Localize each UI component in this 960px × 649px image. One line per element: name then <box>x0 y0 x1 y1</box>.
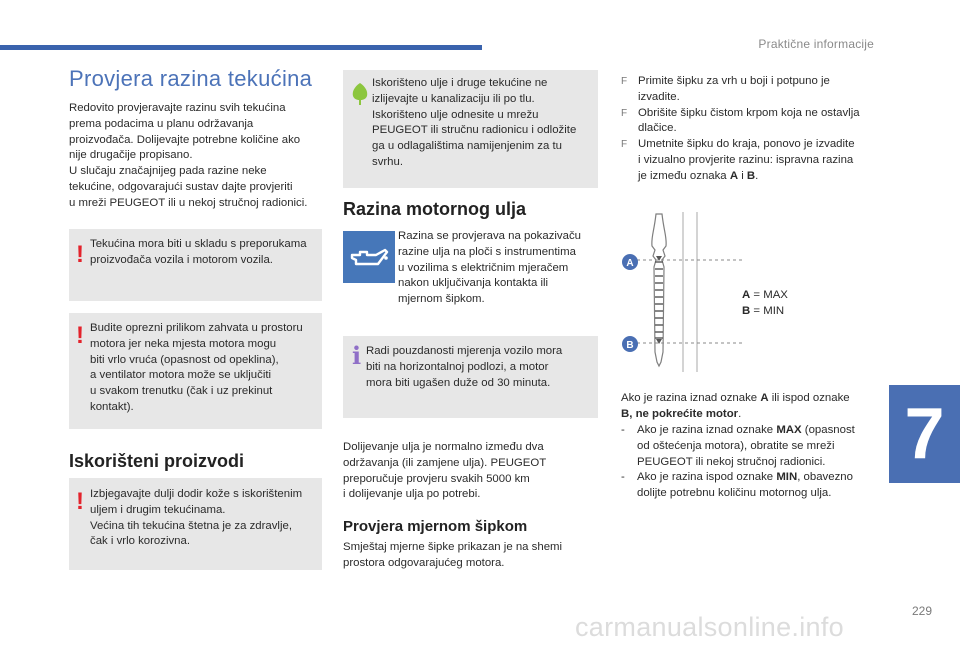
chapter-tab <box>889 385 960 483</box>
page-number: 229 <box>911 604 932 618</box>
info-box <box>343 336 598 418</box>
warning-icon: ! <box>76 488 84 515</box>
min-label: MIN <box>776 471 798 484</box>
step-text: Primite šipku za vrh u boji i potpuno je izvadite. <box>638 75 830 103</box>
step-text: Umetnite šipku do kraja, ponovo je izvadite i vizualno provjerite razinu: ispravna razina je između oznaka <box>638 138 855 182</box>
legend-value-min: = MIN <box>750 305 785 317</box>
dash-mark: - <box>621 471 625 484</box>
action-text-part: , obavezno dolijte potrebnu količinu motornog ulja. <box>637 471 853 500</box>
warning-icon: ! <box>76 322 84 349</box>
note-text: ili ispod oznake <box>768 392 850 404</box>
step-text: . <box>755 169 759 182</box>
marker-b-ref: B <box>746 169 756 182</box>
legend-max <box>742 287 788 303</box>
dipstick-title: Provjera mjernom šipkom <box>343 518 528 535</box>
oil-level-text: Razina se provjerava na pokazivaču razine ulja na ploči s instrumentima u vozilima s električnim mjeračem nakon uključivanja kontakta ili mjernom šipkom. <box>398 230 581 306</box>
info-icon: i <box>352 341 362 370</box>
action-text <box>637 424 855 468</box>
info-text: Radi pouzdanosti mjerenja vozilo mora biti na horizontalnoj podlozi, a motor mora biti ugašen duže od 30 minuta. <box>366 345 563 389</box>
warning-box-used <box>69 478 322 570</box>
warning-icon: ! <box>76 241 84 268</box>
watermark: carmanualsonline.info <box>575 612 844 642</box>
header-bar <box>0 45 482 50</box>
legend-min <box>742 303 788 319</box>
used-products-title: Iskorišteni proizvodi <box>69 451 245 471</box>
max-label: MAX <box>776 424 802 436</box>
list-item <box>621 106 889 138</box>
leaf-icon <box>352 83 368 105</box>
oil-can-icon <box>343 231 395 283</box>
action-text <box>637 471 853 499</box>
eco-box <box>343 70 598 188</box>
warning-text-fluids: Tekućina mora biti u skladu s preporukama proizvođača vozila i motorom vozila. <box>90 238 307 266</box>
bullet-icon: F <box>621 139 628 151</box>
bullet-icon: F <box>621 76 628 87</box>
action-text-part: (opasnost od oštećenja motora), obratite se mreži PEUGEOT ili nekoj stručnoj radionici. <box>637 424 855 468</box>
marker-a-ref: A <box>729 169 739 182</box>
dipstick-text: Smještaj mjerne šipke prikazan je na shemi prostora odgovarajućeg motora. <box>343 541 563 569</box>
warning-box-fluids <box>69 229 322 301</box>
list-item <box>621 470 883 502</box>
action-text-part: Ako je razina iznad oznake <box>637 424 777 436</box>
step-text: Obrišite šipku čistom krpom koja ne ostavlja dlačice. <box>638 106 860 135</box>
level-warning-text <box>621 391 883 423</box>
dipstick-diagram <box>615 212 745 372</box>
legend-key-b: B <box>742 305 751 317</box>
warning-text-used: Izbjegavajte dulji dodir kože s iskorištenim uljem i drugim tekućinama. Većina tih tekućina štetna je za zdravlje, čak i vrlo korozivna. <box>90 488 303 548</box>
chapter-number: 7 <box>904 394 945 474</box>
eco-text: Iskorišteno ulje i druge tekućine ne izlijevajte u kanalizaciju ili po tlu. Iskorišteno ulje odnesite u mrežu PEUGEOT ili stručnu radionicu i odložite ga u odlagalištima namijenjenim za tu svrhu. <box>372 77 577 168</box>
warning-text-engine: Budite oprezni prilikom zahvata u prostoru motora jer neka mjesta motora mogu biti vrlo vruća (opasnost od opeklina), a ventilator motora može se uključiti u svakom trenutku (čak i uz prekinut kontakt). <box>90 322 303 413</box>
note-marker-b: B <box>621 407 630 420</box>
action-text-part: Ako je razina ispod oznake <box>637 471 777 484</box>
marker-b-label: B <box>626 340 634 351</box>
legend-value-max: = MAX <box>750 289 788 301</box>
list-item <box>621 423 883 470</box>
page-title: Provjera razina tekućina <box>69 66 313 91</box>
intro-text: Redovito provjeravajte razinu svih tekućina prema podacima u planu održavanja proizvođača. Dolijevajte potrebne količine ako nije drugačije propisano. U slučaju značajnijeg pada razine neke tekućine, odgovarajući sustav dajte provjeriti u mreži PEUGEOT ili u nekoj stručnoj radionici. <box>69 102 308 209</box>
dash-mark: - <box>621 424 625 436</box>
step-text: i <box>738 169 747 182</box>
level-actions-list <box>621 423 883 502</box>
bullet-icon: F <box>621 107 628 119</box>
marker-a-label: A <box>626 258 634 269</box>
dipstick-legend <box>742 287 788 319</box>
note-marker-a: A <box>760 392 769 404</box>
section-header: Praktične informacije <box>758 37 874 51</box>
oil-level-title: Razina motornog ulja <box>343 199 527 219</box>
legend-key-a: A <box>742 289 751 301</box>
note-text: . <box>738 407 742 420</box>
note-emphasis: , ne pokrećite motor <box>629 407 739 420</box>
steps-list <box>621 74 889 185</box>
warning-box-engine <box>69 313 322 429</box>
list-item <box>621 137 889 184</box>
note-text: Ako je razina iznad oznake <box>621 392 761 404</box>
list-item <box>621 74 889 106</box>
topup-text: Dolijevanje ulja je normalno između dva održavanja (ili zamjene ulja). PEUGEOT preporučuje provjeru svakih 5000 km i dolijevanje ulja po potrebi. <box>343 441 547 501</box>
